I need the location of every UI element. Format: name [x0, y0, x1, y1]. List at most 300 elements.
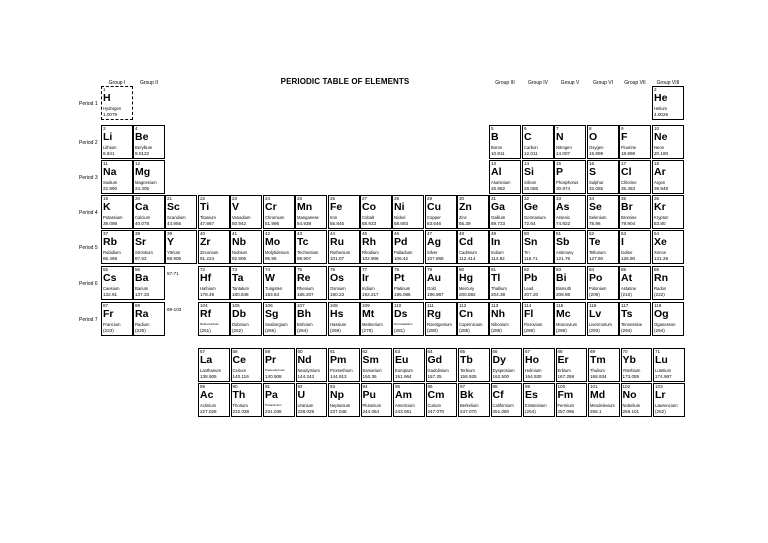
element-cell-y[interactable]: [165, 230, 197, 264]
element-cell-v[interactable]: [230, 195, 262, 229]
element-symbol: O: [589, 131, 598, 143]
atomic-mass: 247.070: [460, 409, 477, 414]
element-cell-sg[interactable]: [263, 302, 295, 336]
element-cell-lv[interactable]: [587, 302, 619, 336]
element-cell-nh[interactable]: [489, 302, 521, 336]
element-cell-s[interactable]: [587, 160, 619, 194]
element-cell-ga[interactable]: [489, 195, 521, 229]
atomic-mass: 208.98: [556, 292, 571, 297]
element-name: Tin: [524, 250, 530, 255]
element-symbol: Zr: [200, 236, 211, 248]
element-cell-u[interactable]: [296, 383, 328, 417]
atomic-number: 58: [232, 349, 238, 354]
atomic-number: 39: [167, 231, 173, 236]
group-label: Group V: [560, 80, 580, 86]
element-symbol: U: [297, 389, 306, 401]
atomic-mass: 69.723: [491, 221, 506, 226]
element-name: Ytterbium: [622, 368, 641, 373]
element-cell-cl[interactable]: [619, 160, 651, 194]
element-cell-br[interactable]: [619, 195, 651, 229]
element-name: Arsenic: [556, 215, 570, 220]
element-symbol: Er: [557, 354, 569, 366]
atomic-number: 103: [655, 384, 663, 389]
atomic-mass: 85.468: [103, 256, 118, 261]
atomic-number: 96: [427, 384, 433, 389]
atomic-mass: 22.990: [103, 186, 118, 191]
element-symbol: Mg: [135, 166, 151, 178]
element-cell-au[interactable]: [425, 266, 457, 300]
element-symbol: Se: [589, 201, 602, 213]
element-symbol: Cd: [459, 236, 473, 248]
element-symbol: Rb: [103, 236, 117, 248]
element-symbol: Be: [135, 131, 149, 143]
element-symbol: Na: [103, 166, 117, 178]
element-cell-nd[interactable]: [296, 348, 328, 382]
element-symbol: Si: [524, 166, 534, 178]
group-label: Group VIII: [656, 80, 680, 86]
element-name: Nickel: [394, 215, 406, 220]
element-cell-os[interactable]: [328, 266, 360, 300]
element-cell-co[interactable]: [360, 195, 392, 229]
element-symbol: W: [265, 272, 275, 284]
element-name: Californium: [492, 403, 514, 408]
element-symbol: Cr: [265, 201, 277, 213]
atomic-number: 75: [297, 267, 303, 272]
atomic-mass: 39.098: [103, 221, 118, 226]
element-name: Rhodium: [362, 250, 379, 255]
element-cell-cr[interactable]: [263, 195, 295, 229]
element-cell-he[interactable]: [652, 86, 684, 120]
atomic-mass: 14.007: [556, 151, 571, 156]
atomic-mass: 114.82: [491, 256, 505, 261]
element-cell-pd[interactable]: [392, 230, 424, 264]
atomic-number: 94: [362, 384, 368, 389]
element-cell-ge[interactable]: [522, 195, 554, 229]
element-cell-ag[interactable]: [425, 230, 457, 264]
element-cell-mg[interactable]: [133, 160, 165, 194]
atomic-mass: 132.91: [103, 292, 118, 297]
element-cell-ta[interactable]: [230, 266, 262, 300]
element-name: Niobium: [232, 250, 248, 255]
element-cell-h[interactable]: [101, 86, 133, 120]
element-symbol: Tc: [297, 236, 309, 248]
element-cell-bk[interactable]: [458, 383, 490, 417]
element-name: Erbium: [557, 368, 571, 373]
atomic-number: 18: [654, 161, 660, 166]
element-name: Copernicium: [459, 322, 483, 327]
element-name: Nobelium: [622, 403, 641, 408]
element-symbol: Ho: [525, 354, 539, 366]
element-cell-np[interactable]: [328, 383, 360, 417]
element-cell-re[interactable]: [295, 266, 327, 300]
atomic-mass: 190.23: [330, 292, 345, 297]
element-name: Barium: [135, 286, 149, 291]
element-cell-pb[interactable]: [522, 266, 554, 300]
element-cell-pa[interactable]: [263, 383, 295, 417]
element-name: Sulphur: [589, 180, 604, 185]
atomic-number: 109: [362, 303, 370, 308]
atomic-number: 95: [395, 384, 401, 389]
element-cell-pm[interactable]: [328, 348, 360, 382]
element-symbol: Ce: [232, 354, 246, 366]
element-cell-nb[interactable]: [230, 230, 262, 264]
atomic-number: 73: [232, 267, 238, 272]
element-cell-rf[interactable]: [198, 302, 230, 336]
element-name: Actinium: [200, 403, 217, 408]
element-symbol: Cl: [621, 166, 632, 178]
atomic-number: 32: [524, 196, 530, 201]
element-cell-n[interactable]: [554, 125, 586, 159]
element-symbol: Mo: [265, 236, 281, 248]
atomic-mass: 126.90: [621, 256, 636, 261]
element-cell-mt[interactable]: [360, 302, 392, 336]
atomic-number: 97: [460, 384, 466, 389]
atomic-mass: 192.217: [362, 292, 379, 297]
element-cell-kr[interactable]: [652, 195, 684, 229]
element-cell-la[interactable]: [198, 348, 230, 382]
element-symbol: F: [621, 131, 628, 143]
element-cell-md[interactable]: [588, 383, 620, 417]
element-cell-ce[interactable]: [231, 348, 263, 382]
element-cell-pr[interactable]: [263, 348, 295, 382]
atomic-mass: 92.906: [232, 256, 247, 261]
element-cell-as[interactable]: [554, 195, 586, 229]
element-cell-mn[interactable]: [295, 195, 327, 229]
element-cell-ac[interactable]: [198, 383, 230, 417]
element-cell-cf[interactable]: [491, 383, 523, 417]
atomic-number: 105: [232, 303, 240, 308]
element-cell-hs[interactable]: [328, 302, 360, 336]
element-cell-te[interactable]: [587, 230, 619, 264]
element-symbol: Dy: [492, 354, 506, 366]
element-name: Scandium: [167, 215, 186, 220]
element-cell-rh[interactable]: [360, 230, 392, 264]
element-cell-hf[interactable]: [198, 266, 230, 300]
element-cell-am[interactable]: [393, 383, 425, 417]
element-symbol: Pd: [394, 236, 408, 248]
element-symbol: At: [621, 272, 633, 284]
element-cell-fe[interactable]: [328, 195, 360, 229]
element-name: Bismuth: [556, 286, 572, 291]
element-cell-mo[interactable]: [263, 230, 295, 264]
element-cell-lr[interactable]: [653, 383, 685, 417]
element-name: Thulium: [590, 368, 605, 373]
element-cell-tc[interactable]: [295, 230, 327, 264]
element-symbol: Cu: [427, 201, 441, 213]
atomic-mass: 247.070: [427, 409, 445, 414]
element-cell-ne[interactable]: [652, 125, 684, 159]
element-cell-gd[interactable]: [426, 348, 458, 382]
element-symbol: Sb: [556, 236, 570, 248]
element-cell-si[interactable]: [522, 160, 554, 194]
atomic-mass: 15.999: [589, 151, 604, 156]
atomic-mass: 151.964: [395, 374, 412, 379]
element-cell-o[interactable]: [587, 125, 619, 159]
atomic-number: 50: [524, 231, 530, 236]
atomic-mass: 63.546: [427, 221, 442, 226]
element-cell-rg[interactable]: [425, 302, 457, 336]
element-name: Molybdenum: [265, 250, 289, 255]
element-symbol: Sg: [265, 308, 279, 320]
group-label: Group VII: [624, 80, 646, 86]
group-label: Group VI: [592, 80, 613, 86]
element-cell-pt[interactable]: [392, 266, 424, 300]
atomic-number: 106: [265, 303, 273, 308]
atomic-mass: 65.39: [459, 221, 471, 226]
element-cell-cm[interactable]: [426, 383, 458, 417]
element-symbol: Pm: [330, 354, 347, 366]
atomic-mass: 55.845: [330, 221, 345, 226]
element-cell-ds[interactable]: [392, 302, 424, 336]
element-symbol: Eu: [395, 354, 409, 366]
element-name: Meitnerium: [362, 322, 383, 327]
element-cell-er[interactable]: [556, 348, 588, 382]
element-name: Ruthenium: [330, 250, 351, 255]
element-cell-ar[interactable]: [652, 160, 684, 194]
element-name: Berkelium: [460, 403, 479, 408]
atomic-number: 9: [621, 126, 624, 131]
element-cell-f[interactable]: [619, 125, 651, 159]
atomic-mass: 258.1: [590, 409, 602, 414]
atomic-number: 22: [200, 196, 206, 201]
element-symbol: Rn: [654, 272, 668, 284]
atomic-number: 101: [590, 384, 598, 389]
element-cell-li[interactable]: [101, 125, 133, 159]
atomic-mass: 232.038: [232, 409, 250, 414]
element-cell-fl[interactable]: [522, 302, 554, 336]
period-label: Period 6: [79, 281, 98, 287]
atomic-mass: 138.905: [200, 374, 217, 379]
element-name: Flerovium: [524, 322, 543, 327]
element-name: Neon: [654, 145, 665, 150]
element-cell-zn[interactable]: [457, 195, 489, 229]
element-cell-p[interactable]: [554, 160, 586, 194]
atomic-number: 114: [524, 303, 532, 308]
atomic-mass: 195.085: [394, 292, 411, 297]
atomic-mass: 243.061: [395, 409, 412, 414]
element-cell-db[interactable]: [230, 302, 262, 336]
element-cell-i[interactable]: [619, 230, 651, 264]
atomic-mass: 183.84: [265, 292, 280, 297]
atomic-number: 46: [394, 231, 400, 236]
atomic-mass: 144.243: [297, 374, 315, 379]
atomic-number: 40: [200, 231, 206, 236]
element-cell-w[interactable]: [263, 266, 295, 300]
element-cell-b[interactable]: [489, 125, 521, 159]
atomic-mass: 257.095: [557, 409, 575, 414]
element-name: Uranium: [297, 403, 314, 408]
element-cell-pu[interactable]: [361, 383, 393, 417]
element-cell-ni[interactable]: [392, 195, 424, 229]
atomic-number: 27: [362, 196, 368, 201]
atomic-mass: 174.967: [655, 374, 672, 379]
atomic-number: 116: [589, 303, 597, 308]
element-name: Cadmium: [459, 250, 477, 255]
group-label: Group IV: [527, 80, 548, 86]
atomic-number: 17: [621, 161, 627, 166]
element-cell-th[interactable]: [231, 383, 263, 417]
atomic-mass: (210): [621, 292, 632, 297]
element-cell-tl[interactable]: [489, 266, 521, 300]
element-cell-rn[interactable]: [652, 266, 684, 300]
element-symbol: Po: [589, 272, 603, 284]
element-cell-no[interactable]: [621, 383, 653, 417]
atomic-number: 102: [622, 384, 631, 389]
atomic-number: 112: [459, 303, 467, 308]
element-cell-xe[interactable]: [652, 230, 684, 264]
atomic-number: 100: [557, 384, 566, 389]
element-name: Europium: [395, 368, 413, 373]
element-cell-be[interactable]: [133, 125, 165, 159]
element-name: Yttrium: [167, 250, 181, 255]
atomic-number: 55: [103, 267, 109, 272]
atomic-number: 86: [654, 267, 660, 272]
element-cell-tb[interactable]: [458, 348, 490, 382]
element-cell-al[interactable]: [489, 160, 521, 194]
atomic-number: 76: [330, 267, 336, 272]
element-cell-zr[interactable]: [198, 230, 230, 264]
element-name: Darmstadtium: [394, 322, 413, 326]
atomic-mass: (289): [524, 328, 535, 333]
atomic-mass: 118.71: [524, 256, 538, 261]
atomic-mass: 259.101: [622, 409, 640, 414]
element-cell-sb[interactable]: [554, 230, 586, 264]
element-cell-ts[interactable]: [619, 302, 651, 336]
element-cell-fr[interactable]: [101, 302, 133, 336]
element-cell-sn[interactable]: [522, 230, 554, 264]
atomic-number: 10: [654, 126, 660, 131]
element-cell-ra[interactable]: [133, 302, 165, 336]
element-name: Oganesson: [654, 322, 676, 327]
element-symbol: Ta: [232, 272, 244, 284]
element-cell-at[interactable]: [619, 266, 651, 300]
atomic-number: 99: [525, 384, 531, 389]
atomic-mass: (261): [200, 328, 211, 333]
atomic-mass: 79.904: [621, 221, 636, 226]
group-label: Group II: [139, 80, 159, 86]
element-name: Phosphorus: [556, 180, 579, 185]
element-name: Lithium: [103, 145, 117, 150]
element-cell-hg[interactable]: [457, 266, 489, 300]
atomic-mass: 1.0079: [103, 112, 118, 117]
element-cell-sr[interactable]: [133, 230, 165, 264]
element-symbol: Li: [103, 131, 113, 143]
element-cell-in[interactable]: [489, 230, 521, 264]
element-cell-ru[interactable]: [328, 230, 360, 264]
element-symbol: Ne: [654, 131, 668, 143]
element-symbol: He: [654, 92, 668, 104]
element-symbol: Ti: [200, 201, 210, 213]
atomic-mass: 244.064: [362, 409, 380, 414]
atomic-number: 38: [135, 231, 141, 236]
element-cell-eu[interactable]: [393, 348, 425, 382]
element-cell-es[interactable]: [523, 383, 555, 417]
element-cell-bh[interactable]: [295, 302, 327, 336]
element-cell-sm[interactable]: [361, 348, 393, 382]
element-name: Astatine: [621, 286, 637, 291]
element-name: Bohrium: [297, 322, 313, 327]
element-cell-cs[interactable]: [101, 266, 133, 300]
atomic-mass: 158.925: [460, 374, 477, 379]
element-symbol: Ga: [491, 201, 506, 213]
atomic-number: 110: [394, 303, 402, 308]
element-symbol: Au: [427, 272, 441, 284]
element-cell-na[interactable]: [101, 160, 133, 194]
element-cell-mc[interactable]: [554, 302, 586, 336]
element-cell-dy[interactable]: [491, 348, 523, 382]
element-cell-po[interactable]: [587, 266, 619, 300]
element-cell-ho[interactable]: [523, 348, 555, 382]
element-cell-ca[interactable]: [133, 195, 165, 229]
element-cell-ti[interactable]: [198, 195, 230, 229]
atomic-mass: 39.948: [654, 186, 669, 191]
element-symbol: C: [524, 131, 532, 143]
atomic-mass: 50.942: [232, 221, 247, 226]
atomic-number: 113: [491, 303, 499, 308]
atomic-mass: (293): [589, 328, 600, 333]
atomic-mass: 251.080: [492, 409, 510, 414]
atomic-number: 4: [135, 126, 138, 131]
element-cell-sc[interactable]: [165, 195, 197, 229]
element-cell-cn[interactable]: [457, 302, 489, 336]
atomic-mass: (226): [135, 328, 146, 333]
atomic-number: 11: [103, 161, 108, 166]
atomic-number: 43: [297, 231, 303, 236]
atomic-mass: (266): [265, 328, 276, 333]
atomic-mass: 20.180: [654, 151, 669, 156]
element-symbol: Rf: [200, 308, 212, 320]
atomic-mass: 91.224: [200, 256, 215, 261]
element-symbol: Bh: [297, 308, 311, 320]
element-cell-lu[interactable]: [653, 348, 685, 382]
element-cell-c[interactable]: [522, 125, 554, 159]
atomic-mass: 150.36: [362, 374, 377, 379]
atomic-number: 104: [200, 303, 208, 308]
element-cell-se[interactable]: [587, 195, 619, 229]
element-cell-bi[interactable]: [554, 266, 586, 300]
element-name: Hassium: [330, 322, 347, 327]
element-cell-cd[interactable]: [457, 230, 489, 264]
atomic-number: 44: [330, 231, 336, 236]
atomic-number: 87: [103, 303, 109, 308]
element-cell-fm[interactable]: [556, 383, 588, 417]
element-cell-rb[interactable]: [101, 230, 133, 264]
atomic-mass: 98.907: [297, 256, 312, 261]
element-symbol: Pa: [265, 389, 278, 401]
element-symbol: N: [556, 131, 564, 143]
element-cell-cu[interactable]: [425, 195, 457, 229]
element-symbol: Mc: [556, 308, 571, 320]
atomic-mass: (264): [297, 328, 308, 333]
atomic-mass: 131.29: [654, 256, 669, 261]
element-cell-yb[interactable]: [621, 348, 653, 382]
element-symbol: Mt: [362, 308, 375, 320]
atomic-mass: (262): [232, 328, 243, 333]
element-cell-og[interactable]: [652, 302, 684, 336]
element-cell-ba[interactable]: [133, 266, 165, 300]
atomic-number: 29: [427, 196, 433, 201]
element-symbol: Pb: [524, 272, 538, 284]
element-symbol: Ag: [427, 236, 441, 248]
element-name: Titanium: [200, 215, 216, 220]
atomic-mass: (286): [491, 328, 502, 333]
element-cell-ir[interactable]: [360, 266, 392, 300]
element-symbol: Pu: [362, 389, 376, 401]
element-name: Einsteinium: [525, 403, 547, 408]
element-cell-k[interactable]: [101, 195, 133, 229]
element-name: Iron: [330, 215, 338, 220]
element-cell-tm[interactable]: [588, 348, 620, 382]
